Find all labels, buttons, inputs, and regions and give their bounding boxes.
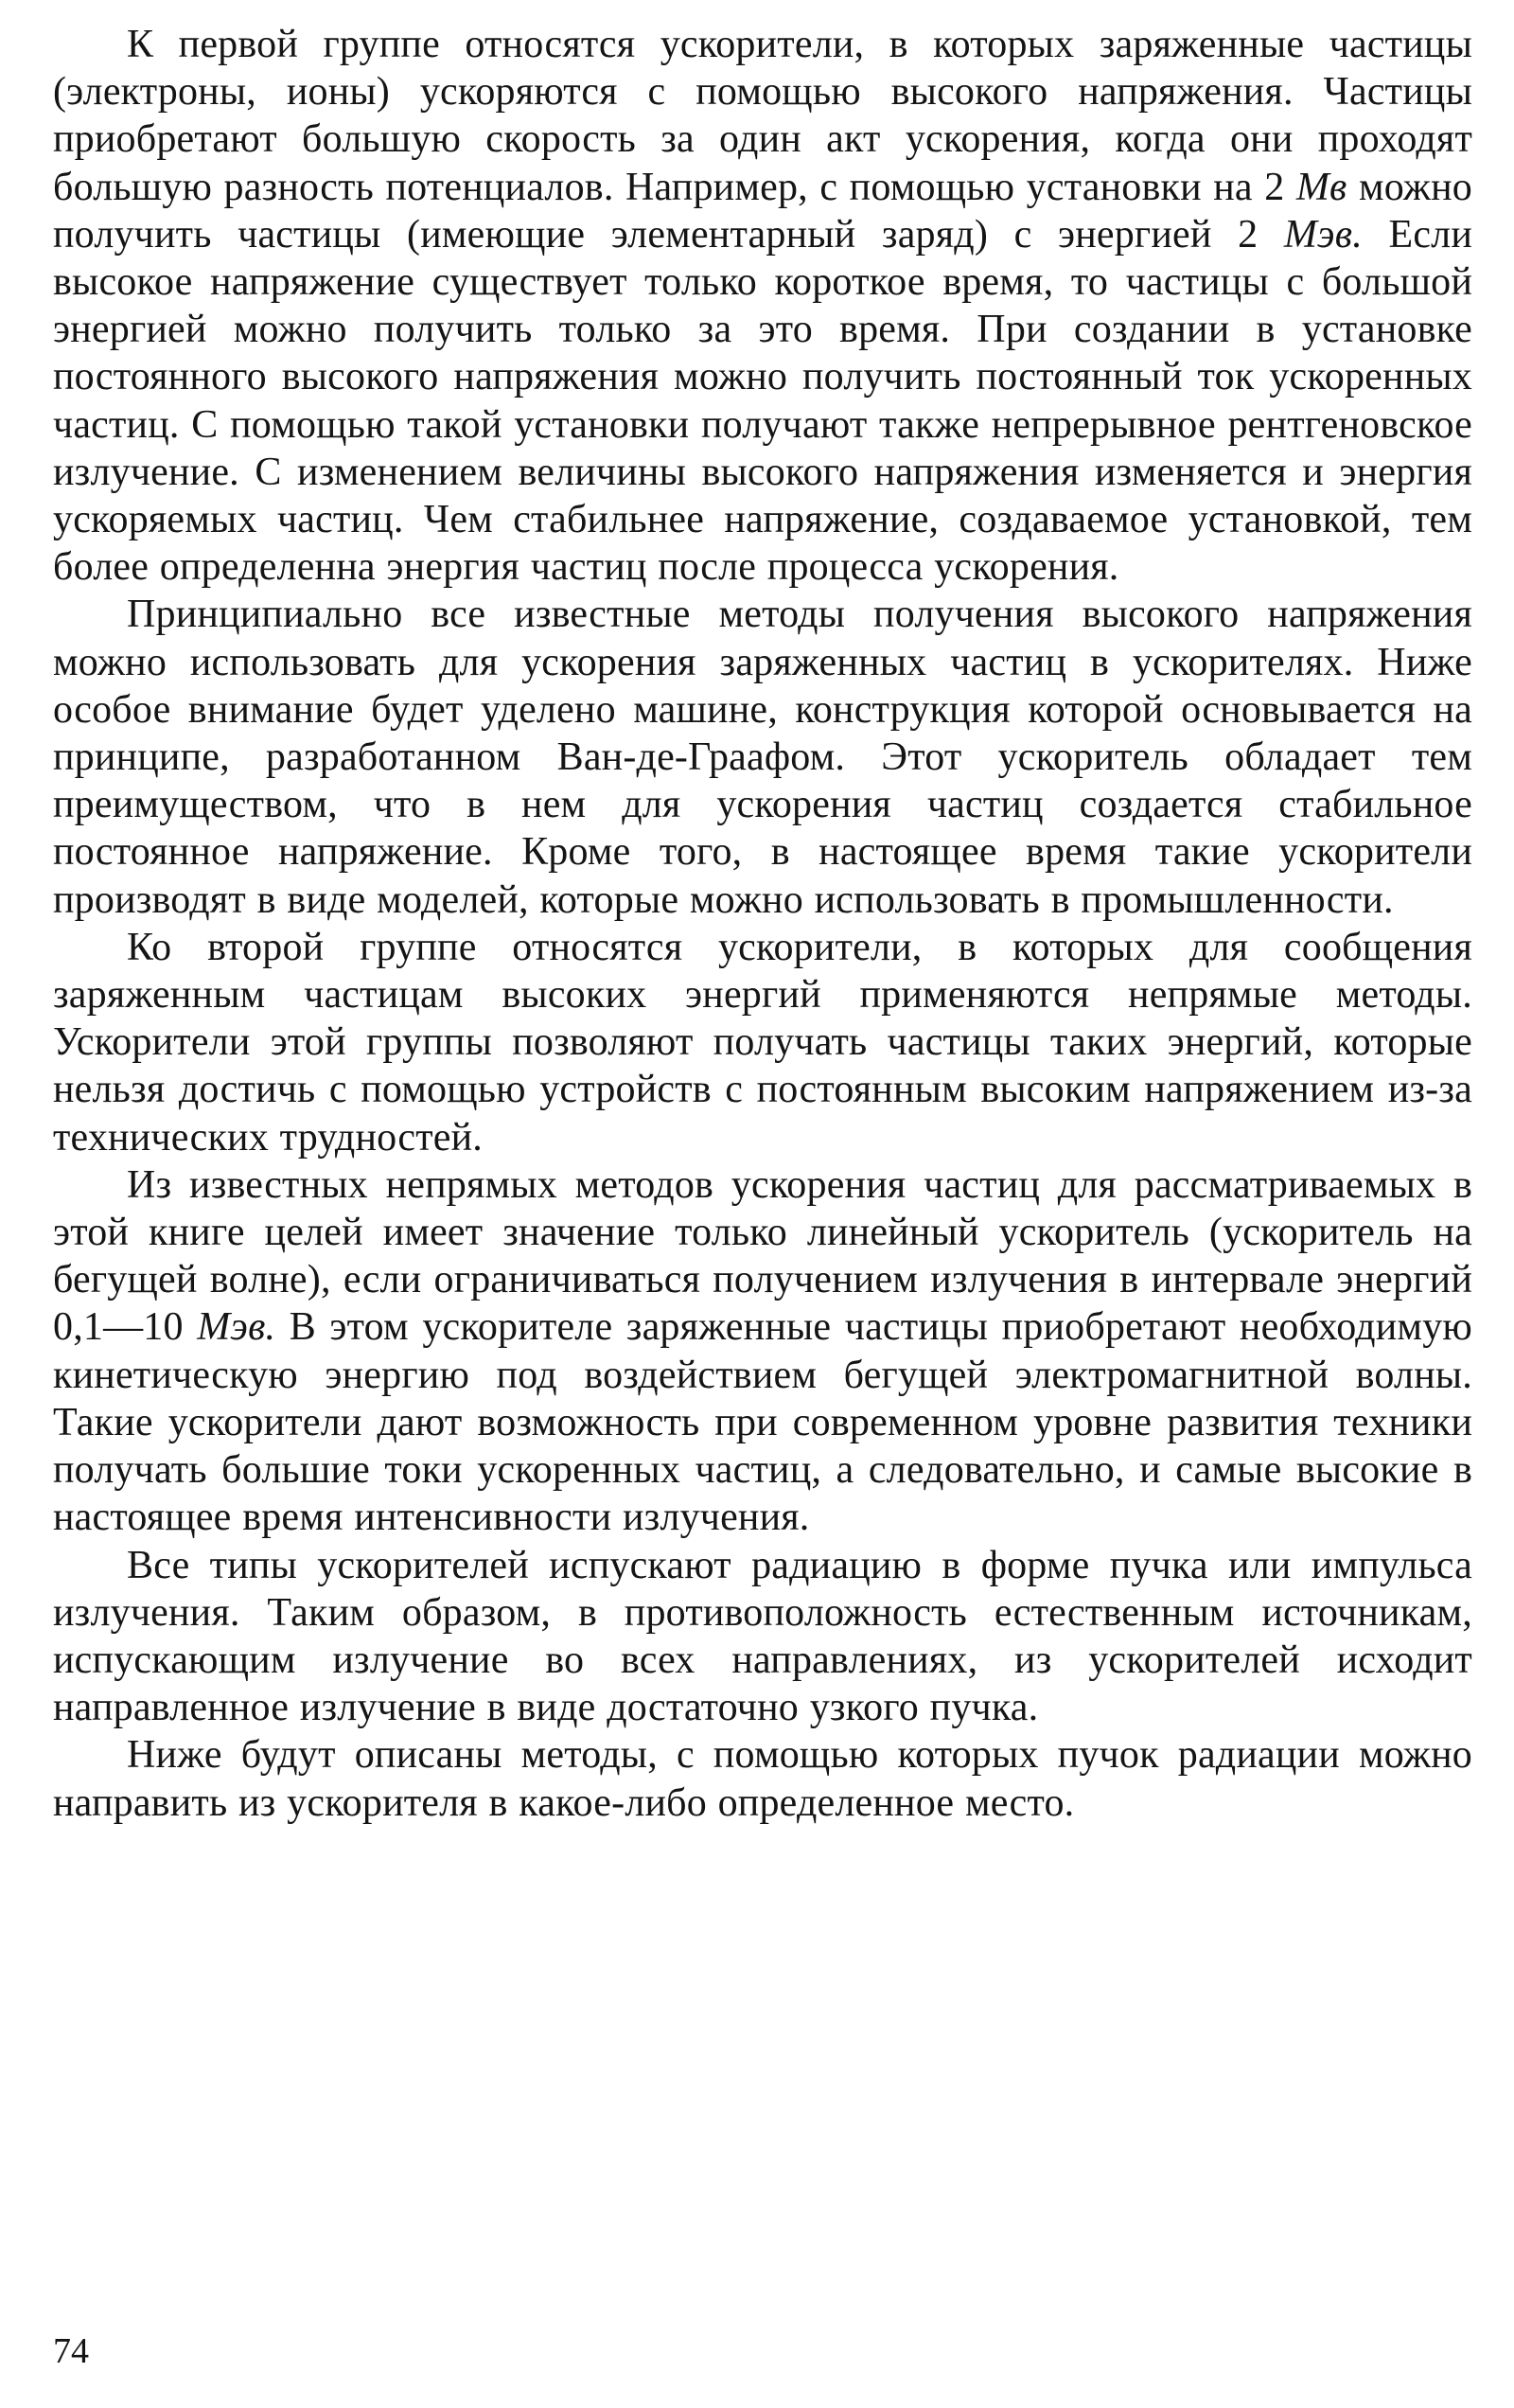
- paragraph-text: В этом ускорителе заряженные частицы приобретают необходимую кинетическую энергию под воздействием бегущей электромагнитной волны. Такие ускорители дают возможность при современном уровне развития техники получать большие токи ускоренных частиц, а следовательно, и самые высокие в настоящее время интенсивности излучения.: [53, 1305, 1472, 1540]
- paragraph-text: Из известных непрямых методов ускорения частиц для рассматриваемых в этой книге целей имеет значение только линейный ускоритель (ускоритель на бегущей волне), если ограничиваться получением излучения в интервале энергий 0,1—10: [53, 1162, 1472, 1350]
- paragraph-van-de-graaff: Принципиально все известные методы получения высокого напряжения можно использовать для ускорения заряженных частиц в ускорителях. Ниже особое внимание будет уделено машине, конструкция которой основывается на принципе, разработанном Ван-де-Граафом. Этот ускоритель обладает тем преимуществом, что в нем для ускорения частиц создается стабильное постоянное напряжение. Кроме того, в настоящее время такие ускорители производят в виде моделей, которые можно использовать в промышленности.: [53, 593, 1472, 922]
- paragraph-text: можно получить частицы (имеющие элементарный заряд) с энергией 2: [53, 165, 1472, 257]
- paragraph-beam-radiation: Все типы ускорителей испускают радиацию в форме пучка или импульса излучения. Таким образом, в противоположность естественным источникам, испускающим излучение во всех направлениях, из ускорителей исходит направленное излучение в виде достаточно узкого пучка.: [53, 1543, 1472, 1730]
- paragraph-text: К первой группе относятся ускорители, в которых заряженные частицы (электроны, ионы) ускоряются с помощью высокого напряжения. Частицы приобретают большую скорость за один акт ускорения, когда они проходят большую разность потенциалов. Например, с помощью установки на 2: [53, 23, 1472, 209]
- unit-mv: Мв: [1295, 165, 1347, 209]
- unit-mev: Мэв.: [1283, 212, 1363, 257]
- book-page: [53, 21, 1472, 2378]
- paragraph-second-group: Ко второй группе относятся ускорители, в которых для сообщения заряженным частицам высоких энергий применяются непрямые методы. Ускорители этой группы позволяют получать частицы таких энергий, которые нельзя достичь с помощью устройств с постоянным высоким напряжением из-за технических трудностей.: [53, 925, 1472, 1160]
- paragraph-first-group: [53, 21, 1472, 591]
- unit-mev: Мэв.: [197, 1305, 276, 1350]
- paragraph-text: Если высокое напряжение существует только короткое время, то частицы с большой энергией можно получить только за это время. При создании в установке постоянного высокого напряжения можно получить постоянный ток ускоренных частиц. С помощью такой установки получают также непрерывное рентгеновское излучение. С изменением величины высокого напряжения изменяется и энергия ускоряемых частиц. Чем стабильнее напряжение, создаваемое установкой, тем более определенна энергия частиц после процесса ускорения.: [53, 212, 1473, 590]
- page-number: 74: [53, 2331, 89, 2371]
- paragraph-linear-accelerator: [53, 1161, 1472, 1542]
- paragraph-methods-intro: Ниже будут описаны методы, с помощью которых пучок радиации можно направить из ускорителя в какое-либо определенное место.: [53, 1733, 1472, 1825]
